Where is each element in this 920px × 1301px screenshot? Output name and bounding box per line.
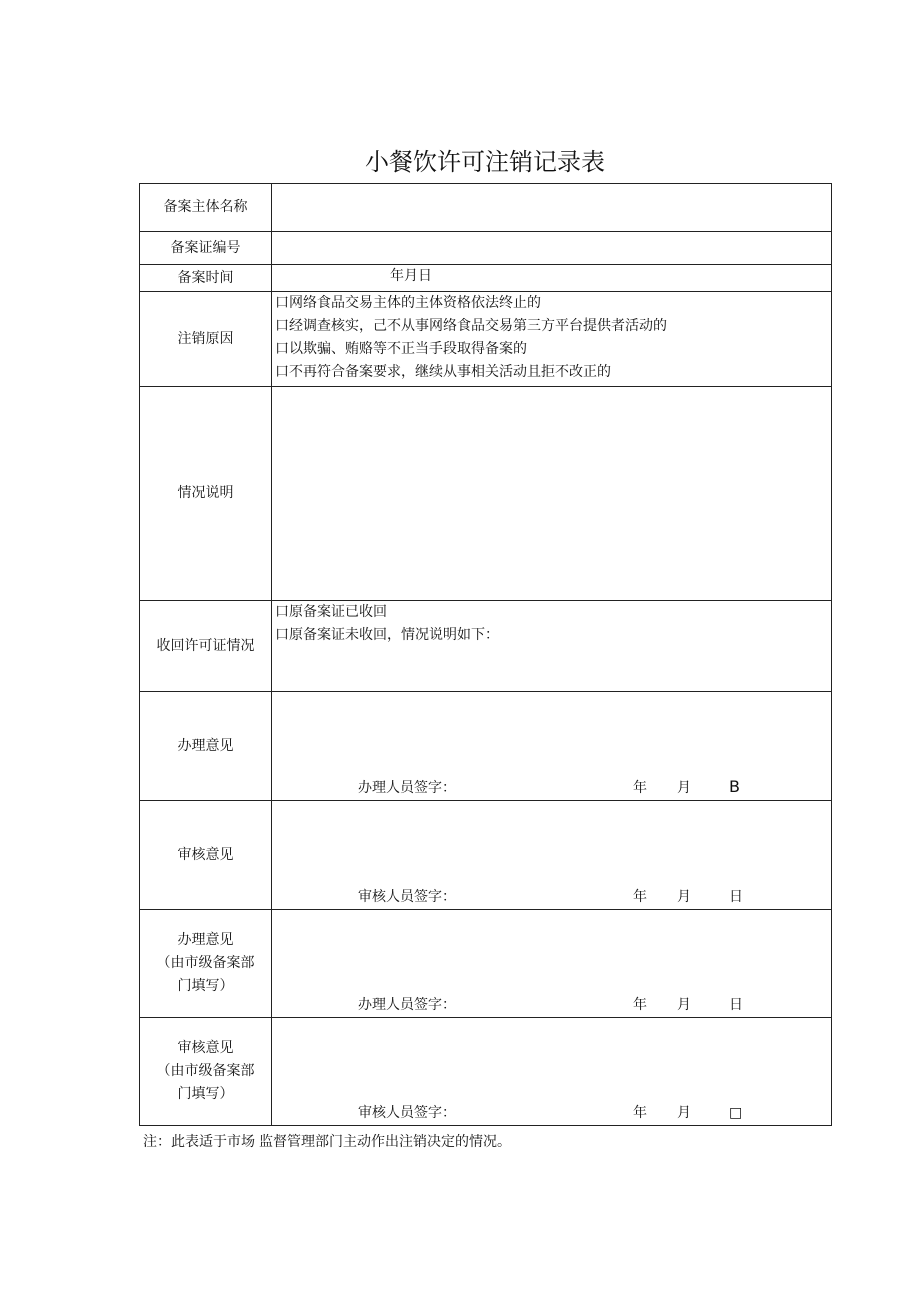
row-filing-time <box>140 265 832 292</box>
city-handling-label <box>140 910 272 1018</box>
footnote <box>143 1131 511 1151</box>
permit-recovery-options <box>272 601 832 692</box>
city-handling-signature-row <box>272 994 831 1016</box>
description-field[interactable] <box>272 387 832 601</box>
handling-day-label: B <box>729 777 740 796</box>
handling-opinion-field[interactable] <box>272 692 832 801</box>
handling-year-label: 年 <box>633 780 647 796</box>
permit-recovery-option-1[interactable]: 口原备案证已收回 <box>275 604 387 620</box>
filing-time-label: 备案时间 <box>140 265 272 292</box>
review-year-label: 年 <box>633 889 647 905</box>
city-review-label-line-2: （由市级备案部 <box>156 1063 255 1079</box>
city-handling-day-label: 日 <box>729 997 743 1013</box>
form-title: 小餐饮许可注销记录表 <box>365 148 605 176</box>
cancel-reason-options <box>272 292 832 387</box>
filing-time-value: 年月日 <box>390 268 432 284</box>
entity-name-label: 备案主体名称 <box>140 184 272 232</box>
review-signature-label: 审核人员签字： <box>358 889 456 905</box>
handling-signature-row <box>272 777 831 799</box>
handling-opinion-label: 办理意见 <box>140 692 272 801</box>
cancel-reason-option-4[interactable]: 口不再符合备案要求，继续从事相关活动且拒不改正的 <box>275 364 611 380</box>
city-review-field[interactable] <box>272 1018 832 1126</box>
permit-recovery-option-2[interactable]: 口原备案证未收回，情况说明如下： <box>275 627 499 643</box>
review-opinion-field[interactable] <box>272 801 832 910</box>
description-label: 情况说明 <box>140 387 272 601</box>
row-review-opinion <box>140 801 832 910</box>
city-handling-month-label: 月 <box>677 997 691 1013</box>
review-day-label: 日 <box>729 889 743 905</box>
row-cancel-reason <box>140 292 832 387</box>
cancellation-record-table <box>139 183 832 1126</box>
city-handling-field[interactable] <box>272 910 832 1018</box>
row-description <box>140 387 832 601</box>
city-review-signature-row <box>272 1102 831 1124</box>
city-review-label <box>140 1018 272 1126</box>
city-handling-label-line-1: 办理意见 <box>177 932 234 948</box>
city-review-year-label: 年 <box>633 1105 647 1121</box>
row-city-review <box>140 1018 832 1126</box>
permit-recovery-label: 收回许可证情况 <box>140 601 272 692</box>
city-review-label-line-1: 审核意见 <box>177 1040 234 1056</box>
review-opinion-label: 审核意见 <box>140 801 272 910</box>
handling-month-label: 月 <box>677 780 691 796</box>
cancel-reason-option-2[interactable]: 口经调查核实，己不从事网络食品交易第三方平台提供者活动的 <box>275 318 667 334</box>
city-review-label-line-3: 门填写） <box>177 1086 234 1102</box>
row-cert-number <box>140 232 832 265</box>
row-city-handling <box>140 910 832 1018</box>
city-review-month-label: 月 <box>677 1105 691 1121</box>
filing-time-field[interactable] <box>272 265 832 292</box>
row-permit-recovery <box>140 601 832 692</box>
city-handling-label-line-3: 门填写） <box>177 978 234 994</box>
cert-number-field[interactable] <box>272 232 832 265</box>
city-review-day-label: □ <box>729 1105 743 1121</box>
handling-signature-label: 办理人员签字： <box>358 780 456 796</box>
review-signature-row <box>272 886 831 908</box>
review-month-label: 月 <box>677 889 691 905</box>
city-handling-label-line-2: （由市级备案部 <box>156 955 255 971</box>
city-handling-year-label: 年 <box>633 997 647 1013</box>
footnote-part-2: 监督管理部门主动作出注销决定的情况。 <box>259 1134 511 1150</box>
footnote-part-1: 注：此表适于市场 <box>143 1134 255 1150</box>
city-handling-signature-label: 办理人员签字： <box>358 997 456 1013</box>
cancel-reason-label: 注销原因 <box>140 292 272 387</box>
entity-name-field[interactable] <box>272 184 832 232</box>
cancel-reason-option-3[interactable]: 口以欺骗、贿赂等不正当手段取得备案的 <box>275 341 527 357</box>
city-review-signature-label: 审核人员签字： <box>358 1105 456 1121</box>
cancel-reason-option-1[interactable]: 口网络食品交易主体的主体资格依法终止的 <box>275 295 541 311</box>
cert-number-label: 备案证编号 <box>140 232 272 265</box>
row-entity-name <box>140 184 832 232</box>
row-handling-opinion <box>140 692 832 801</box>
